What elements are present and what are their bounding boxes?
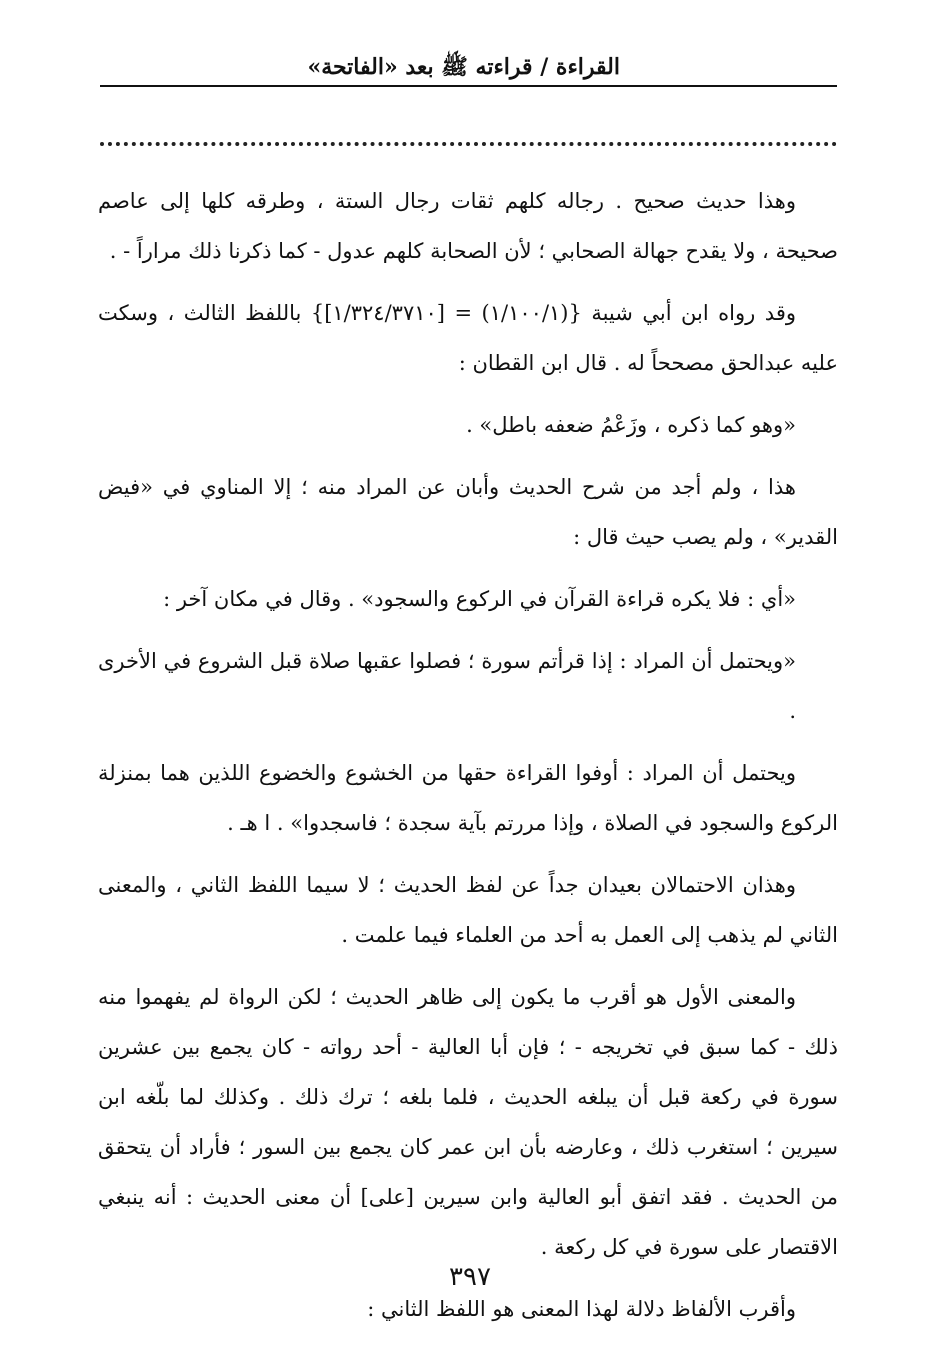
paragraph-hadith-authentic: وهذا حديث صحيح . رجاله كلهم ثقات رجال الستة ، وطرقه كلها إلى عاصم صحيحة ، ولا يقدح جهالة الصحابي ؛ لأن الصحابة كلهم عدول - كما ذكرنا ذلك مراراً - . (98, 189, 838, 263)
paragraph-second-possibility: ويحتمل أن المراد : أوفوا القراءة حقها من الخشوع والخضوع اللذين هما بمنزلة الركوع والسجود في الصلاة ، وإذا مررتم بآية سجدة ؛ فاسجدوا» . ا هـ . (98, 761, 838, 835)
paragraph-al-munawi: هذا ، ولم أجد من شرح الحديث وأبان عن المراد منه ؛ إلا المناوي في «فيض القدير» ، ولم يصب حيث قال : (98, 475, 838, 549)
quote-munawi-2: «ويحتمل أن المراد : إذا قرأتم سورة ؛ فصلوا عقبها صلاة قبل الشروع في الأخرى . (98, 649, 796, 723)
running-header-title: القراءة / قراءته ﷺ بعد «الفاتحة» (307, 54, 620, 80)
paragraph-first-meaning: والمعنى الأول هو أقرب ما يكون إلى ظاهر الحديث ؛ لكن الرواة لم يفهموا منه ذلك - كما سبق في تخريجه - ؛ فإن أبا العالية - أحد رواته - كان يجمع بين عشرين سورة في ركعة قبل أن يبلغه الحديث ، فلما بلغه ؛ ترك ذلك . وكذلك لما بلّغه ابن سيرين ؛ استغرب ذلك ، وعارضه بأن ابن عمر كان يجمع بين السور ؛ فأراد أن يتحقق من الحديث . فقد اتفق أبو العالية وابن سيرين [على] أن معنى الحديث : أنه ينبغي الاقتصار على سورة في كل ركعة . (98, 985, 838, 1259)
main-text-block (98, 176, 838, 1346)
quote-munawi-1: «أي : فلا يكره قراءة القرآن في الركوع والسجود» . وقال في مكان آخر : (163, 587, 796, 611)
paragraph-ibn-abi-shaybah: وقد رواه ابن أبي شيبة {(١/١٠٠/١) = [١/٣٢٤/٣٧١٠]} باللفظ الثالث ، وسكت عليه عبدالحق مصححاً له . قال ابن القطان : (98, 301, 838, 375)
header-divider (100, 85, 837, 87)
dotted-separator (100, 142, 837, 146)
paragraph-two-possibilities: وهذان الاحتمالان بعيدان جداً عن لفظ الحديث ؛ لا سيما اللفظ الثاني ، والمعنى الثاني لم يذهب إلى العمل به أحد من العلماء فيما علمت . (98, 873, 838, 947)
quote-ibn-al-qattan: «وهو كما ذكره ، وزَعْمُ ضعفه باطل» . (466, 413, 796, 437)
paragraph-closest-wording: وأقرب الألفاظ دلالة لهذا المعنى هو اللفظ الثاني : (367, 1297, 796, 1321)
page-number: ٣٩٧ (449, 1262, 491, 1292)
